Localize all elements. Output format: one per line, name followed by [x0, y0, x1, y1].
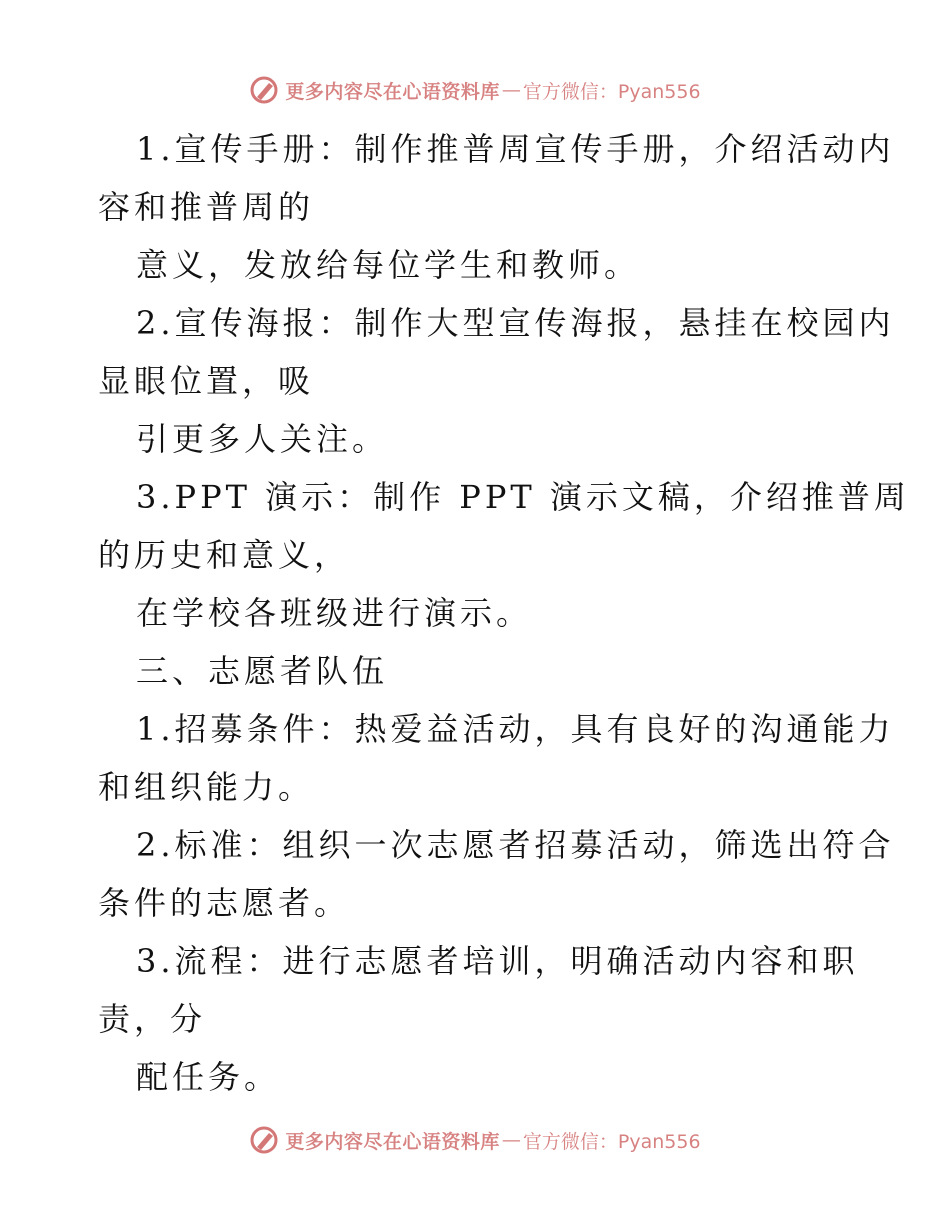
text-line: 配任务。: [136, 1058, 281, 1096]
text-line: 1.招募条件：热爱益活动，具有良好的沟通能力: [136, 710, 895, 748]
text-line: 显眼位置，吸: [98, 362, 315, 400]
text-line: 容和推普周的: [98, 188, 315, 226]
section-heading: 三、志愿者队伍: [136, 652, 389, 690]
footer-wechat-text: 官方微信：Pyan556: [522, 1130, 701, 1153]
header-site-text: 更多内容尽在心语资料库: [285, 80, 500, 103]
header-watermark: [0, 70, 950, 110]
footer-site-text: 更多内容尽在心语资料库: [285, 1130, 500, 1153]
text-line: 2.标准：组织一次志愿者招募活动，筛选出符合: [136, 826, 895, 864]
text-line: 在学校各班级进行演示。: [136, 594, 533, 632]
pen-logo-icon: [249, 1125, 279, 1155]
text-line: 2.宣传海报：制作大型宣传海报，悬挂在校园内: [136, 304, 895, 342]
header-wechat-text: 官方微信：Pyan556: [522, 80, 701, 103]
document-body: [98, 120, 910, 1106]
footer-separator: —: [501, 1129, 521, 1151]
text-line: 1.宣传手册：制作推普周宣传手册，介绍活动内: [136, 130, 895, 168]
text-line: 和组织能力。: [98, 768, 315, 806]
text-line: 3.PPT 演示：制作 PPT 演示文稿，介绍推普周: [136, 478, 910, 516]
text-line: 条件的志愿者。: [98, 884, 351, 922]
header-separator: —: [501, 79, 521, 101]
text-line: 引更多人关注。: [136, 420, 389, 458]
text-line: 3.流程：进行志愿者培训，明确活动内容和职: [136, 942, 859, 980]
text-line: 的历史和意义，: [98, 536, 351, 574]
pen-logo-icon: [249, 75, 279, 105]
text-line: 责，分: [98, 1000, 207, 1038]
text-line: 意义，发放给每位学生和教师。: [136, 246, 641, 284]
footer-watermark: [0, 1120, 950, 1160]
